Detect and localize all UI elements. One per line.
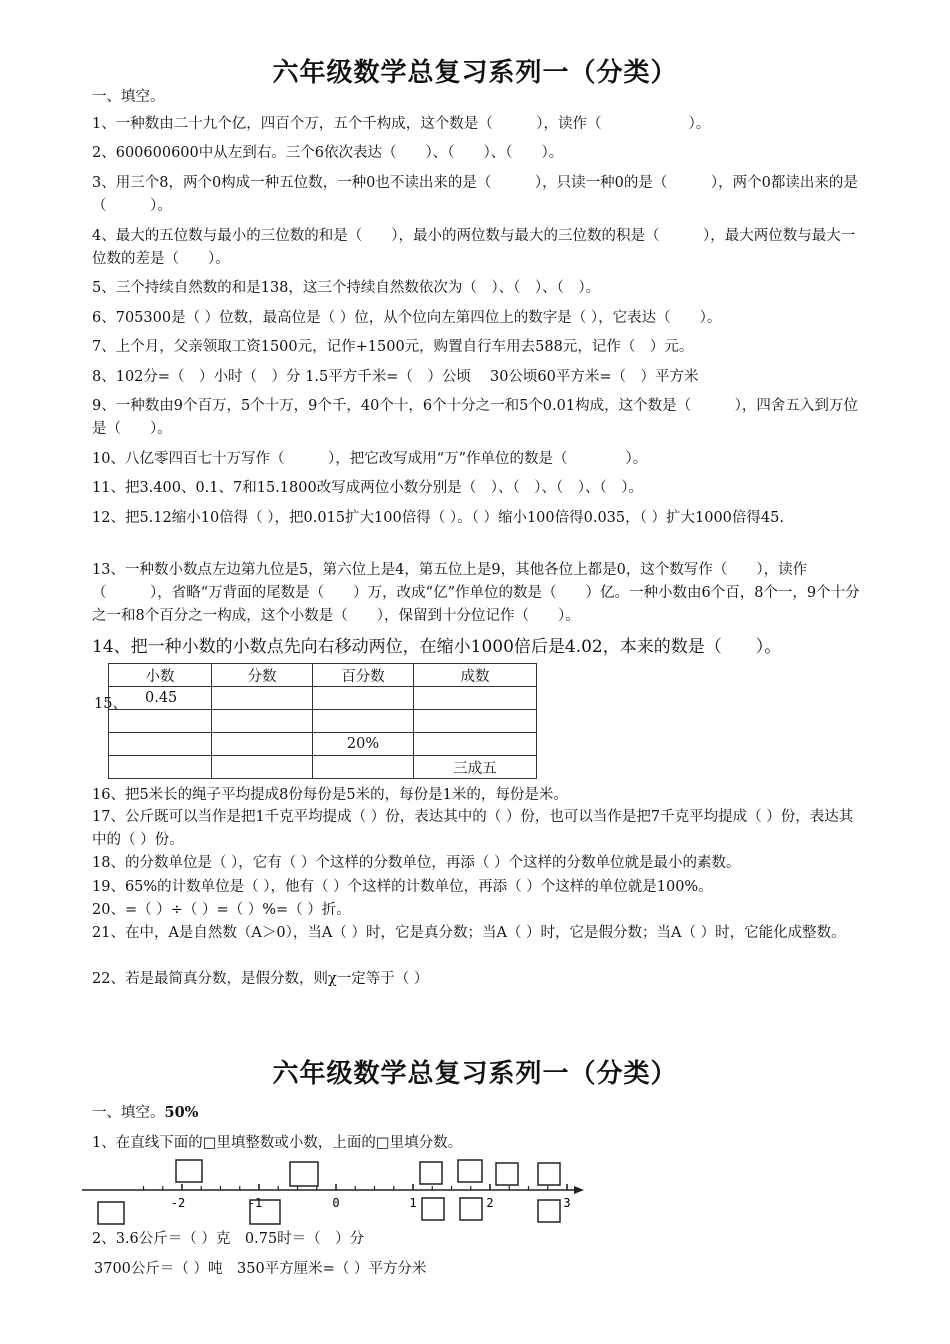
question-12: 12、把5.12缩小10倍得（ ），把0.015扩大100倍得（ ）。（ ）缩小100倍得0.035，（ ）扩大1000倍得45. — [92, 510, 784, 526]
table-header-decimal: 小数 — [109, 664, 212, 687]
table-cell — [414, 733, 537, 756]
table-cell — [212, 687, 313, 710]
section-score: 50% — [164, 1104, 199, 1121]
question-2-2: 2、3.6公斤＝（ ）克 0.75时＝（ ）分 — [92, 1231, 365, 1247]
answer-box-bottom[interactable] — [460, 1198, 482, 1220]
question-19: 19、65%的计数单位是（ ），他有（ ）个这样的计数单位，再添（ ）个这样的单位就是100%。 — [92, 879, 713, 895]
question-9: 9、一种数由9个百万，5个十万，9个千，40个十，6个十分之一和5个0.01构成，这个数是（ ），四舍五入到万位是（ ）。 — [92, 398, 858, 437]
table-cell — [414, 710, 537, 733]
conversion-table — [108, 663, 537, 779]
question-4: 4、最大的五位数与最小的三位数的和是（ ），最小的两位数与最大的三位数的积是（ ），最大两位数与最大一位数的差是（ ）。 — [92, 228, 856, 267]
page-title: 六年级数学总复习系列一（分类） — [272, 58, 678, 88]
table-cell — [313, 756, 414, 779]
table-cell — [109, 733, 212, 756]
table-cell: 三成五 — [414, 756, 537, 779]
tick-label: 3 — [563, 1196, 571, 1210]
tick-label: 2 — [486, 1196, 494, 1210]
question-2-1: 1、在直线下面的□里填整数或小数，上面的□里填分数。 — [92, 1135, 463, 1151]
table-cell — [109, 710, 212, 733]
tick-label: 1 — [409, 1196, 417, 1210]
answer-box-bottom[interactable] — [422, 1198, 444, 1220]
number-line-arrow — [574, 1186, 584, 1194]
answer-box-top[interactable] — [538, 1163, 560, 1185]
page-title-2: 六年级数学总复习系列一（分类） — [272, 1059, 678, 1089]
question-5: 5、三个持续自然数的和是138，这三个持续自然数依次为（ ）、（ ）、（ ）。 — [92, 280, 601, 296]
table-cell — [212, 756, 313, 779]
question-8: 8、102分=（ ）小时（ ）分 1.5平方千米=（ ）公顷 30公顷60平方米=（ ）平方米 — [92, 369, 699, 385]
table-cell — [414, 687, 537, 710]
question-20: 20、=（ ）÷（ ）=（ ）%=（ ）折。 — [92, 902, 351, 918]
question-17: 17、公斤既可以当作是把1千克平均提成（ ）份，表达其中的（ ）份，也可以当作是把7千克平均提成（ ）份，表达其中的（ ）份。 — [92, 809, 854, 848]
table-cell: 20% — [313, 733, 414, 756]
question-1: 1、一种数由二十九个亿，四百个万，五个千构成，这个数是（ ），读作（ ）。 — [92, 116, 711, 132]
question-7: 7、上个月，父亲领取工资1500元，记作+1500元，购置自行车用去588元，记作（ ）元。 — [92, 339, 694, 355]
table-cell — [212, 710, 313, 733]
tick-label: -1 — [247, 1196, 263, 1210]
answer-box-top[interactable] — [176, 1160, 202, 1182]
answer-box-top[interactable] — [458, 1160, 482, 1182]
table-header-percent: 百分数 — [313, 664, 414, 687]
question-14: 14、把一种小数的小数点先向右移动两位，在缩小1000倍后是4.02，本来的数是（ ）。 — [92, 637, 782, 657]
section-heading-text: 一、填空。 — [92, 1105, 165, 1121]
table-cell: 0.45 — [109, 687, 212, 710]
answer-box-bottom[interactable] — [98, 1202, 124, 1224]
question-11: 11、把3.400、0.1、7和15.1800改写成两位小数分别是（ ）、（ ）、（ ）、（ ）。 — [92, 480, 643, 496]
section-heading-2 — [92, 1101, 872, 1125]
question-21: 21、在中，A是自然数（A＞0），当A（ ）时，它是真分数；当A（ ）时，它是假分数；当A（ ）时，它能化成整数。 — [92, 925, 846, 941]
question-2-3: 3700公斤＝（ ）吨 350平方厘米=（ ）平方分米 — [94, 1261, 427, 1277]
question-2: 2、600600600中从左到右。三个6依次表达（ ）、（ ）、（ ）。 — [92, 145, 564, 161]
answer-box-top[interactable] — [496, 1163, 518, 1185]
question-10: 10、八亿零四百七十万写作（ ），把它改写成用“万”作单位的数是（ ）。 — [92, 451, 648, 467]
table-header-cheng: 成数 — [414, 664, 537, 687]
question-13: 13、一种数小数点左边第九位是5，第六位上是4，第五位上是9，其他各位上都是0，这个数写作（ ），读作（ ），省略“万背面的尾数是（ ）万，改成“亿”作单位的数是（ ）亿。一种小数由6个百，8个一，9个十分之一和8个百分之一构成，这个小数是（ ），保留到十分位记作（ ）。 — [92, 562, 860, 624]
table-cell — [212, 733, 313, 756]
table-header-fraction: 分数 — [212, 664, 313, 687]
table-cell — [313, 710, 414, 733]
question-6: 6、705300是（ ）位数，最高位是（ ）位，从个位向左第四位上的数字是（ ），它表达（ ）。 — [92, 310, 722, 326]
question-22: 22、若是最简真分数，是假分数，则χ一定等于（ ） — [92, 971, 429, 987]
number-line — [80, 1155, 600, 1230]
answer-box-top[interactable] — [290, 1162, 318, 1186]
question-18: 18、的分数单位是（ ），它有（ ）个这样的分数单位，再添（ ）个这样的分数单位就是最小的素数。 — [92, 855, 741, 871]
tick-label: 0 — [332, 1196, 340, 1210]
question-15-label: 15、 — [94, 696, 127, 712]
table-cell — [313, 687, 414, 710]
tick-label: -2 — [170, 1196, 186, 1210]
section-heading: 一、填空。 — [92, 89, 165, 105]
question-3: 3、用三个8，两个0构成一种五位数，一种0也不读出来的是（ ），只读一种0的是（ ），两个0都读出来的是（ ）。 — [92, 175, 858, 214]
table-cell — [109, 756, 212, 779]
answer-box-bottom[interactable] — [538, 1200, 560, 1222]
question-16: 16、把5米长的绳子平均提成8份每份是5米的，每份是1米的，每份是米。 — [92, 787, 568, 803]
answer-box-top[interactable] — [420, 1162, 442, 1184]
